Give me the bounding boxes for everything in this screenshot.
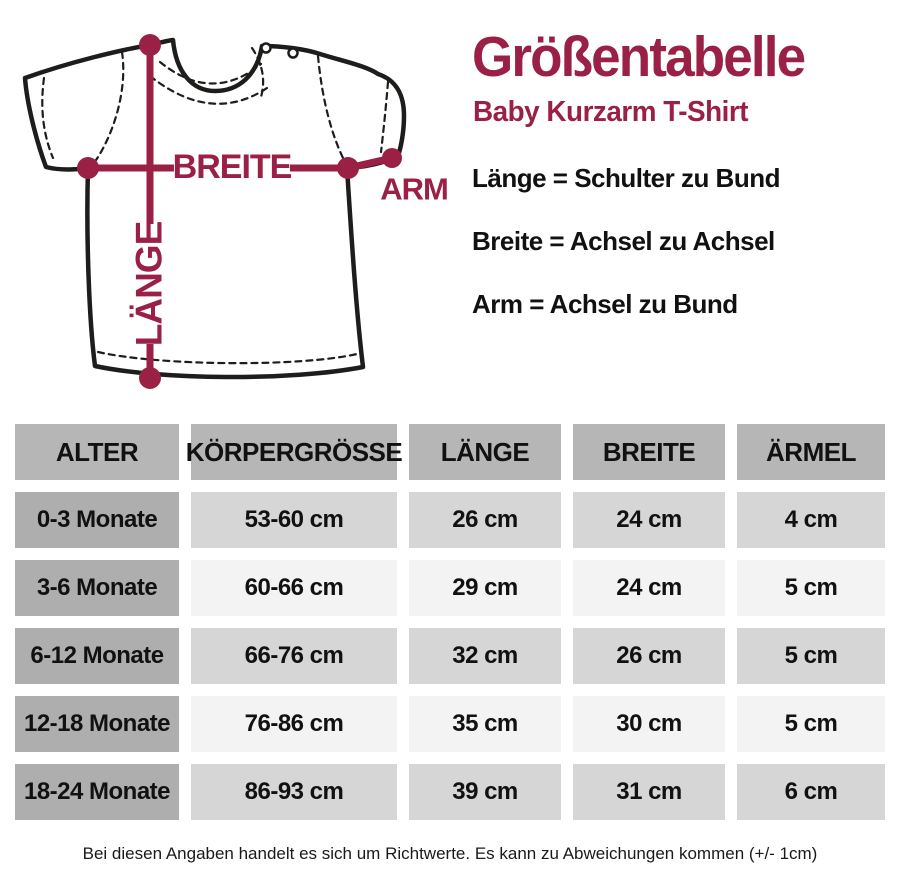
table-cell: 60-66 cm [191,560,397,616]
length-label: LÄNGE [128,221,170,347]
table-cell: 24 cm [573,560,725,616]
table-cell: 4 cm [737,492,885,548]
table-cell: 18-24 Monate [15,764,179,820]
definition-laenge: Länge = Schulter zu Bund [472,163,780,193]
table-cell: 26 cm [409,492,561,548]
table-cell: 24 cm [573,492,725,548]
disclaimer-note: Bei diesen Angaben handelt es sich um Richtwerte. Es kann zu Abweichungen kommen (+/- 1cm) [82,844,818,863]
size-table [15,424,885,820]
measure-dot-right-armpit [337,157,359,179]
measure-dot-left-armpit [77,157,99,179]
arm-label: ARM [380,171,448,207]
table-cell: 6 cm [737,764,885,820]
measurement-definitions [472,163,780,352]
definition-breite: Breite = Achsel zu Achsel [472,226,775,256]
table-cell: 66-76 cm [191,628,397,684]
table-cell: 32 cm [409,628,561,684]
table-cell: 5 cm [737,560,885,616]
col-header-breite: BREITE [573,424,725,480]
tshirt-outline [25,40,404,377]
table-cell: 5 cm [737,696,885,752]
table-cell: 31 cm [573,764,725,820]
snap-button-icon [262,44,271,53]
measure-dot-sleeve-end [382,148,402,168]
table-cell: 53-60 cm [191,492,397,548]
table-cell: 26 cm [573,628,725,684]
measure-dot-hem [139,367,161,389]
table-cell: 30 cm [573,696,725,752]
table-cell: 86-93 cm [191,764,397,820]
col-header-alter: ALTER [15,424,179,480]
measure-dot-shoulder [139,34,161,56]
table-cell: 35 cm [409,696,561,752]
tshirt-diagram [0,0,450,410]
definition-arm: Arm = Achsel zu Bund [472,289,738,319]
page-title: Größentabelle [472,25,805,89]
table-cell: 5 cm [737,628,885,684]
table-cell: 12-18 Monate [15,696,179,752]
table-cell: 6-12 Monate [15,628,179,684]
table-cell: 76-86 cm [191,696,397,752]
col-header-laenge: LÄNGE [409,424,561,480]
table-cell: 29 cm [409,560,561,616]
width-label: BREITE [172,148,292,186]
table-cell: 0-3 Monate [15,492,179,548]
table-cell: 3-6 Monate [15,560,179,616]
snap-button-icon [289,49,298,58]
col-header-koerpergroesse: KÖRPERGRÖSSE [191,424,397,480]
table-cell: 39 cm [409,764,561,820]
page-subtitle: Baby Kurzarm T-Shirt [473,96,749,128]
col-header-aermel: ÄRMEL [737,424,885,480]
